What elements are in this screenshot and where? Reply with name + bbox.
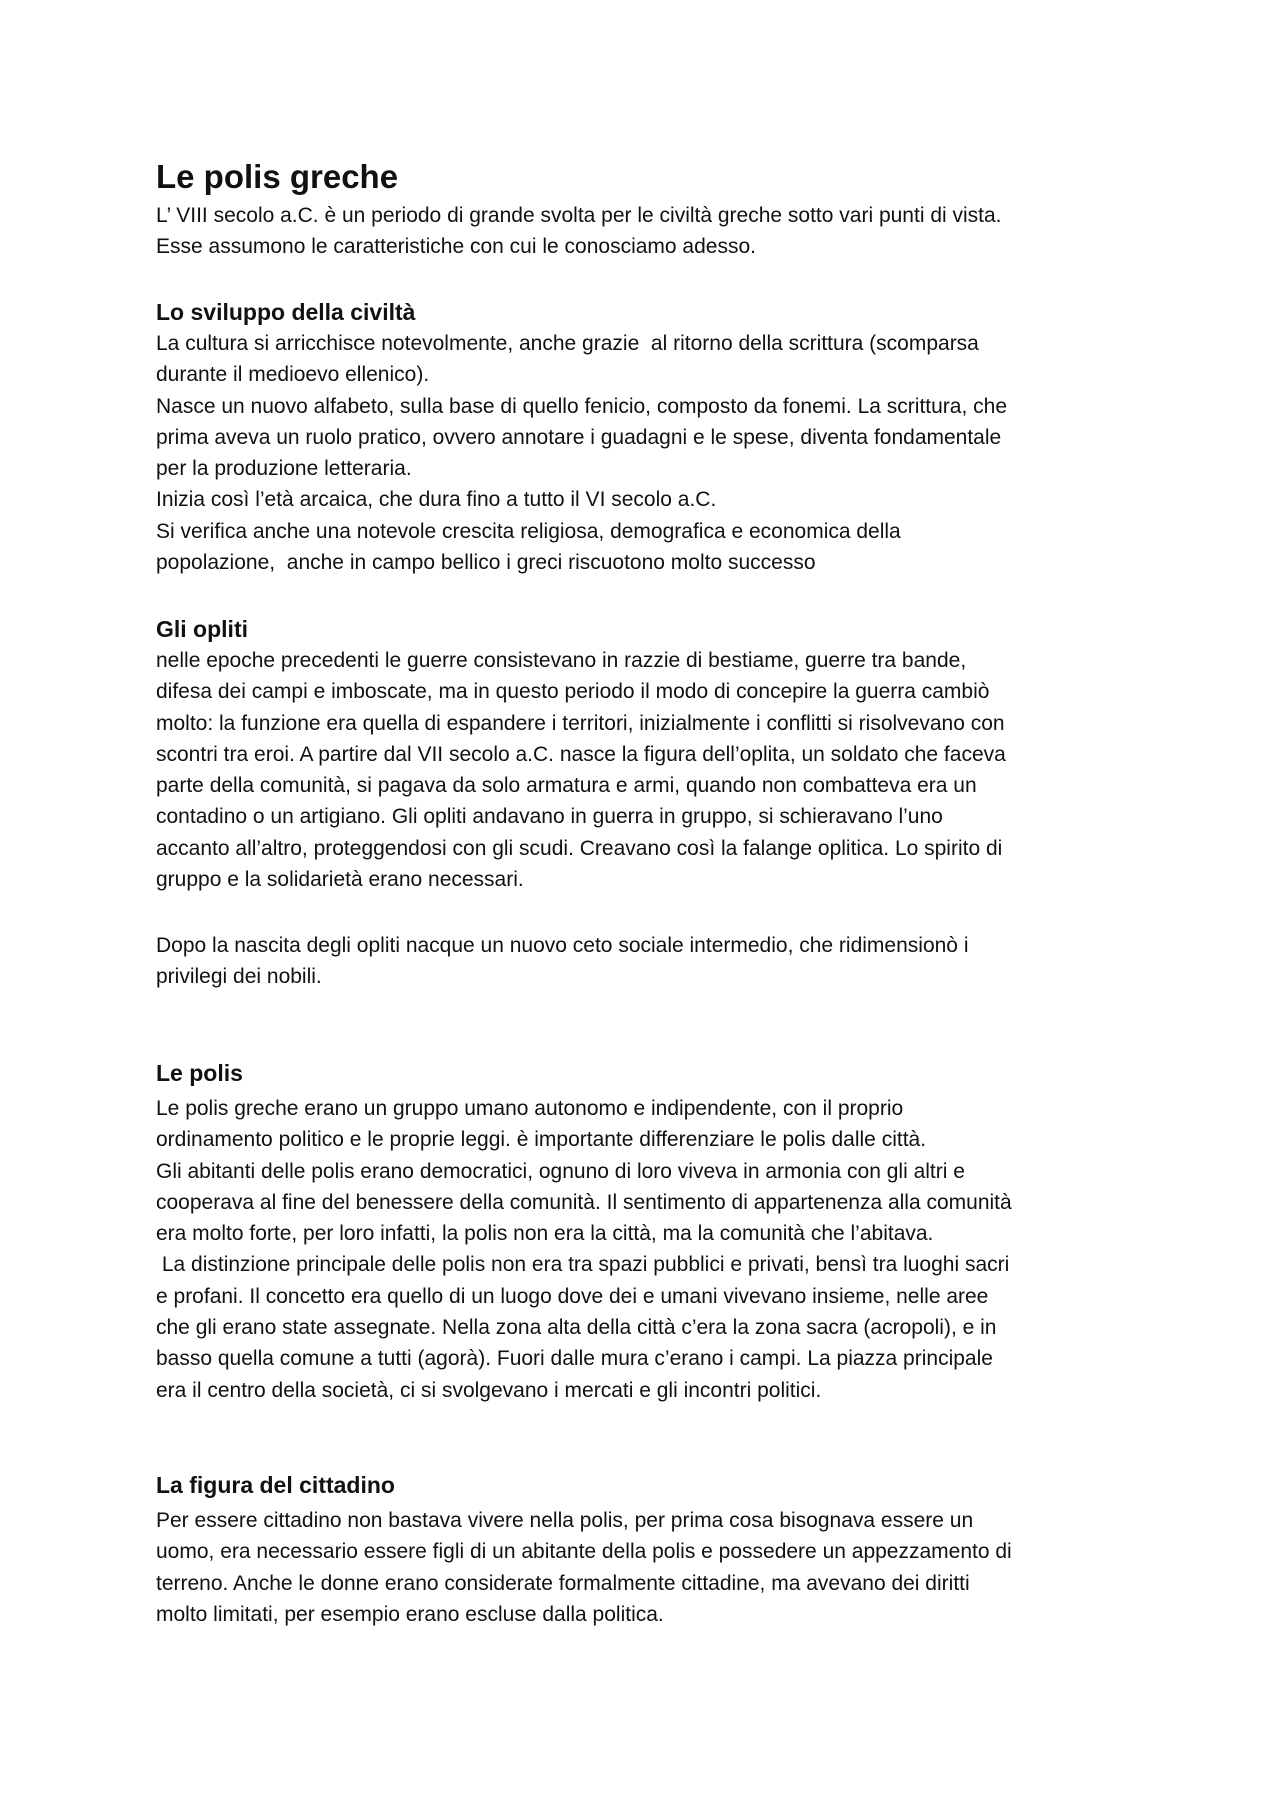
paragraph-line: durante il medioevo ellenico). [156, 363, 430, 387]
paragraph-line: molto limitati, per esempio erano escluse dalla politica. [156, 1602, 664, 1626]
paragraph-line: era il centro della società, ci si svolgevano i mercati e gli incontri politici. [156, 1378, 822, 1402]
intro-paragraph [156, 200, 1002, 263]
paragraph-line: uomo, era necessario essere figli di un abitante della polis e possedere un appezzamento di [156, 1540, 1012, 1564]
paragraph-line: terreno. Anche le donne erano considerate formalmente cittadine, ma avevano dei diritti [156, 1571, 970, 1595]
paragraph-line: scontri tra eroi. A partire dal VII secolo a.C. nasce la figura dell’oplita, un soldato che faceva [156, 742, 1006, 766]
paragraph-line: L’ VIII secolo a.C. è un periodo di grande svolta per le civiltà greche sotto vari punti di vista. [156, 204, 1002, 227]
section-heading-polis: Le polis [156, 1060, 243, 1086]
paragraph-line: La distinzione principale delle polis non era tra spazi pubblici e privati, bensì tra luoghi sacri [156, 1253, 1010, 1277]
paragraph-line: parte della comunità, si pagava da solo armatura e armi, quando non combatteva era un [156, 774, 977, 798]
section-heading-cittadino: La figura del cittadino [156, 1472, 395, 1498]
paragraph-line: era molto forte, per loro infatti, la polis non era la città, ma la comunità che l’abitava. [156, 1222, 934, 1246]
page-title: Le polis greche [156, 158, 399, 195]
paragraph-line: difesa dei campi e imboscate, ma in questo periodo il modo di concepire la guerra cambiò [156, 680, 990, 704]
section-body-sviluppo [156, 328, 1007, 578]
paragraph-line: prima aveva un ruolo pratico, ovvero annotare i guadagni e le spese, diventa fondamentale [156, 425, 1002, 449]
paragraph-line: accanto all’altro, proteggendosi con gli scudi. Creavano così la falange oplitica. Lo spirito di [156, 836, 1003, 860]
paragraph-line: Per essere cittadino non bastava vivere nella polis, per prima cosa bisognava essere un [156, 1509, 974, 1532]
paragraph-line: Gli abitanti delle polis erano democratici, ognuno di loro viveva in armonia con gli altri e [156, 1159, 965, 1183]
paragraph-line: Si verifica anche una notevole crescita religiosa, demografica e economica della [156, 519, 901, 543]
paragraph-line: Le polis greche erano un gruppo umano autonomo e indipendente, con il proprio [156, 1097, 904, 1120]
paragraph-line: molto: la funzione era quella di espandere i territori, inizialmente i conflitti si risolvevano con [156, 711, 1005, 735]
paragraph-line: Esse assumono le caratteristiche con cui le conosciamo adesso. [156, 235, 756, 259]
paragraph-line: cooperava al fine del benessere della comunità. Il sentimento di appartenenza alla comunità [156, 1190, 1012, 1214]
paragraph-line: che gli erano state assegnate. Nella zona alta della città c’era la zona sacra (acropoli), e in [156, 1316, 997, 1340]
paragraph-line: e profani. Il concetto era quello di un luogo dove dei e umani vivevano insieme, nelle aree [156, 1284, 989, 1308]
paragraph-line: contadino o un artigiano. Gli opliti andavano in guerra in gruppo, si schieravano l’uno [156, 805, 943, 829]
section-body-opliti-2 [156, 930, 969, 993]
section-body-polis [156, 1093, 1012, 1406]
paragraph-line: ordinamento politico e le proprie leggi. è importante differenziare le polis dalle città. [156, 1128, 927, 1152]
paragraph-line: nelle epoche precedenti le guerre consistevano in razzie di bestiame, guerre tra bande, [156, 649, 967, 672]
section-heading-opliti: Gli opliti [156, 616, 248, 642]
paragraph-line: basso quella comune a tutti (agorà). Fuori dalle mura c’erano i campi. La piazza principale [156, 1347, 993, 1371]
paragraph-line: privilegi dei nobili. [156, 965, 322, 989]
section-body-opliti [156, 645, 1006, 895]
paragraph-line: popolazione, anche in campo bellico i greci riscuotono molto successo [156, 551, 816, 575]
paragraph-line: La cultura si arricchisce notevolmente, anche grazie al ritorno della scrittura (scomparsa [156, 332, 979, 355]
section-body-cittadino [156, 1505, 1012, 1630]
paragraph-line: gruppo e la solidarietà erano necessari. [156, 868, 524, 892]
paragraph-line: per la produzione letteraria. [156, 457, 412, 481]
section-heading-sviluppo: Lo sviluppo della civiltà [156, 299, 416, 325]
paragraph-line: Nasce un nuovo alfabeto, sulla base di quello fenicio, composto da fonemi. La scrittura, che [156, 394, 1008, 418]
paragraph-line: Dopo la nascita degli opliti nacque un nuovo ceto sociale intermedio, che ridimensionò i [156, 934, 969, 957]
paragraph-line: Inizia così l’età arcaica, che dura fino a tutto il VI secolo a.C. [156, 488, 717, 512]
